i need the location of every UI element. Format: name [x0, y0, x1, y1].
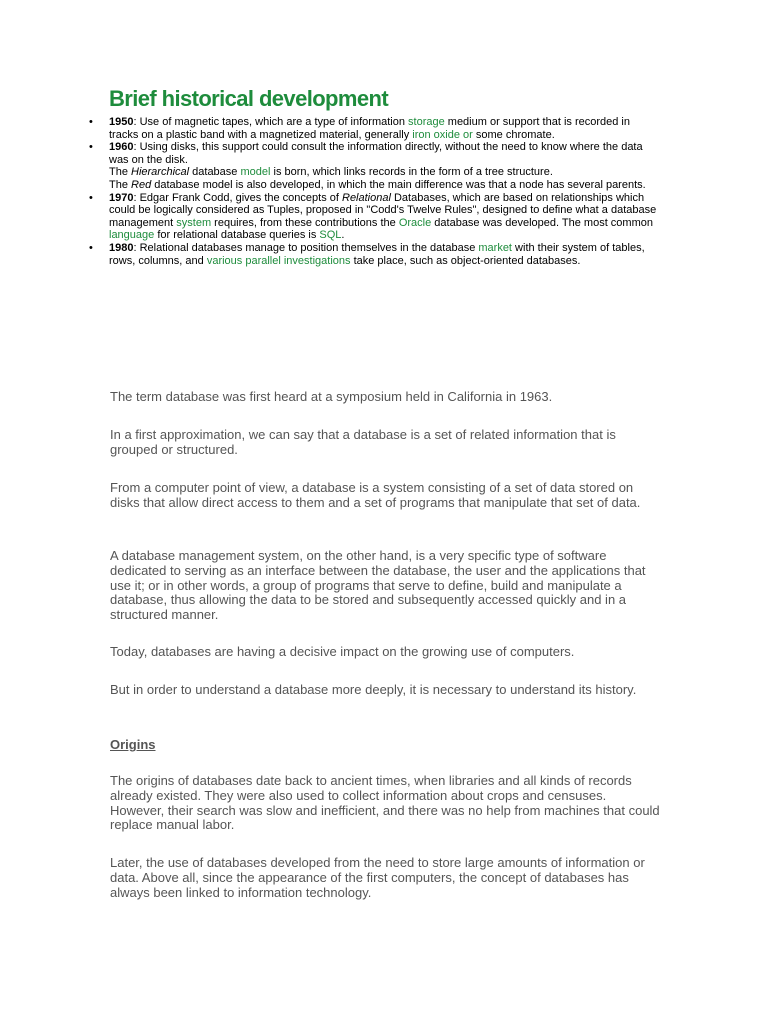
- item-text: some chromate.: [472, 128, 555, 141]
- paragraph-computer-view: From a computer point of view, a database is a system consisting of a set of data stored on disks that allow direct access to them and a set of programs that manipulate that set of data.: [110, 480, 641, 510]
- bullet-icon: •: [89, 116, 93, 128]
- paragraph-origins-later: Later, the use of databases developed from the need to store large amounts of information or data. Above all, since the appearance of the first computers, the concept of databases has always been linked to information technology.: [110, 855, 645, 900]
- bullet-icon: •: [89, 191, 93, 204]
- item-text: take place, such as object-oriented databases.: [350, 254, 581, 267]
- origins-heading: Origins: [110, 737, 156, 752]
- parallel-investigations-link[interactable]: various parallel investigations: [206, 254, 351, 267]
- oracle-link[interactable]: Oracle: [398, 216, 432, 229]
- sql-link[interactable]: SQL: [319, 229, 342, 242]
- emphasis-text: Hierarchical: [131, 166, 190, 179]
- list-item-1950: [88, 116, 658, 141]
- market-link[interactable]: market: [478, 241, 512, 254]
- iron-oxide-link[interactable]: iron oxide or: [412, 128, 473, 141]
- paragraph-first-approximation: In a first approximation, we can say that a database is a set of related information that is grouped or structured.: [110, 427, 616, 457]
- year-label: 1950: [109, 116, 134, 128]
- item-text: database: [189, 166, 241, 179]
- system-link[interactable]: system: [176, 216, 212, 229]
- item-text: Databases, which are based on relationships which could be logically considered as Tuples, proposed in "Codd's Twelve Rules", designed to define what a database management: [109, 191, 657, 229]
- year-label: 1960: [109, 141, 134, 154]
- year-label: 1970: [109, 191, 134, 204]
- item-text: database was developed. The most common: [431, 216, 653, 229]
- item-text: with their system of tables, rows, columns, and: [109, 241, 645, 267]
- paragraph-term-origin: The term database was first heard at a symposium held in California in 1963.: [110, 389, 553, 404]
- storage-link[interactable]: storage: [408, 116, 445, 128]
- list-item-1960: [88, 141, 658, 191]
- item-text: : Using disks, this support could consult the information directly, without the need to know where the data was on the disk.: [109, 141, 643, 166]
- bullet-icon: •: [89, 141, 93, 154]
- emphasis-text: Red: [131, 178, 152, 191]
- paragraph-history: But in order to understand a database more deeply, it is necessary to understand its history.: [110, 682, 637, 697]
- item-text: is born, which links records in the form of a tree structure.: [270, 166, 553, 179]
- item-text: : Use of magnetic tapes, which are a type of information: [133, 116, 409, 128]
- emphasis-text: Relational: [342, 191, 391, 204]
- history-list: [88, 116, 658, 267]
- item-text: The: [109, 166, 132, 179]
- paragraph-today: Today, databases are having a decisive impact on the growing use of computers.: [110, 644, 575, 659]
- model-link[interactable]: model: [240, 166, 271, 179]
- list-item-1970: [88, 192, 658, 242]
- page-title: Brief historical development: [109, 86, 389, 111]
- year-label: 1980: [109, 241, 134, 254]
- item-text: : Edgar Frank Codd, gives the concepts of: [133, 191, 342, 204]
- item-text: database model is also developed, in which the main difference was that a node has several parents.: [151, 178, 646, 191]
- bullet-icon: •: [89, 241, 93, 254]
- item-text: requires, from these contributions the: [211, 216, 399, 229]
- list-item-1980: [88, 242, 658, 267]
- paragraph-origins-ancient: The origins of databases date back to ancient times, when libraries and all kinds of records already existed. They were also used to collect information about crops and censuses. However, their search was slow and inefficient, and there was no help from machines that could replace manual labor.: [110, 773, 660, 833]
- item-text: for relational database queries is: [154, 229, 320, 242]
- item-text: medium or support that is recorded in tracks on a plastic band with a magnetized material, generally: [109, 116, 630, 141]
- language-link[interactable]: language: [109, 229, 155, 242]
- item-text: .: [341, 229, 345, 242]
- item-text: The: [109, 178, 132, 191]
- item-text: : Relational databases manage to position themselves in the database: [133, 241, 479, 254]
- paragraph-dbms: A database management system, on the other hand, is a very specific type of software dedicated to serving as an interface between the database, the user and the applications that use it; or in other words, a group of programs that serve to define, build and manipulate a database, thus allowing the data to be stored and subsequently accessed quickly and in a structured manner.: [110, 548, 646, 623]
